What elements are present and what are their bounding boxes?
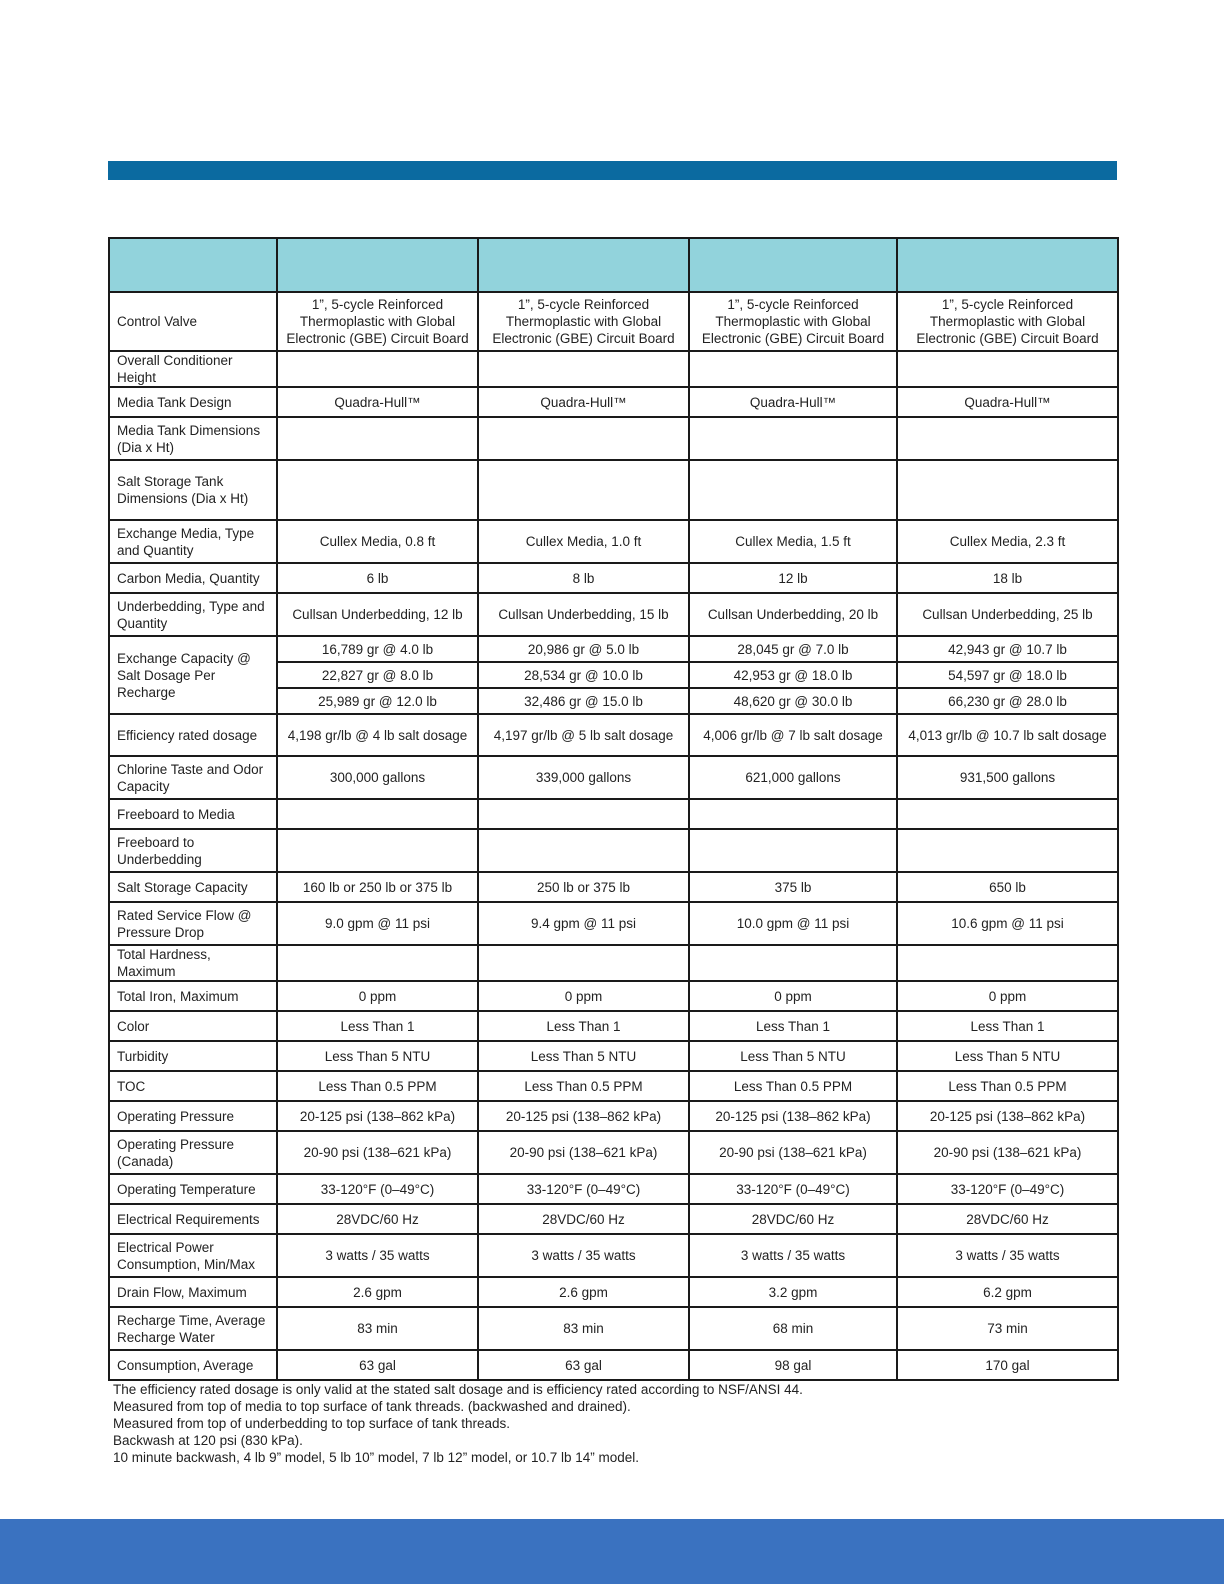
- cell-value: 98 gal: [689, 1350, 897, 1380]
- cell-value: Less Than 1: [478, 1011, 689, 1041]
- cell-value: 3.2 gpm: [689, 1277, 897, 1307]
- footnote: The efficiency rated dosage is only valid at the stated salt dosage and is efficiency rated according to NSF/ANSI 44.: [113, 1382, 803, 1397]
- cell-value: [689, 829, 897, 872]
- row-label: Rated Service Flow @ Pressure Drop: [109, 902, 277, 945]
- cell-value: 63 gal: [277, 1350, 478, 1380]
- table-row: [109, 902, 1118, 945]
- cell-value: Less Than 0.5 PPM: [277, 1071, 478, 1101]
- cell-value: 8 lb: [478, 563, 689, 593]
- cell-value: Cullsan Underbedding, 15 lb: [478, 593, 689, 636]
- cell-value: 0 ppm: [897, 981, 1118, 1011]
- cell-value: [689, 945, 897, 981]
- cell-value: 42,953 gr @ 18.0 lb: [689, 662, 897, 688]
- cell-value: 25,989 gr @ 12.0 lb: [277, 688, 478, 714]
- cell-value: 33-120°F (0–49°C): [689, 1174, 897, 1204]
- cell-value: Cullsan Underbedding, 12 lb: [277, 593, 478, 636]
- cell-value: 20-90 psi (138–621 kPa): [897, 1131, 1118, 1174]
- cell-value: 1”, 5-cycle Reinforced Thermoplastic with Global Electronic (GBE) Circuit Board: [897, 292, 1118, 351]
- table-row: [109, 714, 1118, 756]
- table-row: [109, 1101, 1118, 1131]
- row-label: Color: [109, 1011, 277, 1041]
- cell-value: 6.2 gpm: [897, 1277, 1118, 1307]
- cell-value: 18 lb: [897, 563, 1118, 593]
- cell-value: Less Than 5 NTU: [277, 1041, 478, 1071]
- cell-value: 3 watts / 35 watts: [277, 1234, 478, 1277]
- model-header-cell: [277, 238, 478, 292]
- cell-value: 20-90 psi (138–621 kPa): [277, 1131, 478, 1174]
- cell-value: [689, 417, 897, 460]
- row-label: Exchange Media, Type and Quantity: [109, 520, 277, 563]
- cell-value: 28,534 gr @ 10.0 lb: [478, 662, 689, 688]
- row-label: Salt Storage Capacity: [109, 872, 277, 902]
- row-label: Operating Pressure (Canada): [109, 1131, 277, 1174]
- cell-value: 48,620 gr @ 30.0 lb: [689, 688, 897, 714]
- cell-value: 10.0 gpm @ 11 psi: [689, 902, 897, 945]
- cell-value: Less Than 1: [277, 1011, 478, 1041]
- cell-value: 621,000 gallons: [689, 756, 897, 799]
- row-label: Total Hardness, Maximum: [109, 945, 277, 981]
- cell-value: [277, 945, 478, 981]
- table-row: [109, 593, 1118, 636]
- row-label: Media Tank Design: [109, 387, 277, 417]
- cell-value: 650 lb: [897, 872, 1118, 902]
- cell-value: Less Than 1: [897, 1011, 1118, 1041]
- cell-value: 33-120°F (0–49°C): [277, 1174, 478, 1204]
- cell-value: 63 gal: [478, 1350, 689, 1380]
- cell-value: 28VDC/60 Hz: [897, 1204, 1118, 1234]
- table-row: [109, 387, 1118, 417]
- cell-value: 20-125 psi (138–862 kPa): [277, 1101, 478, 1131]
- row-label: Control Valve: [109, 292, 277, 351]
- cell-value: Cullex Media, 1.5 ft: [689, 520, 897, 563]
- cell-value: Less Than 0.5 PPM: [897, 1071, 1118, 1101]
- table-row: [109, 1204, 1118, 1234]
- footnote: Measured from top of media to top surface of tank threads. (backwashed and drained).: [113, 1399, 631, 1414]
- cell-value: 2.6 gpm: [277, 1277, 478, 1307]
- cell-value: 1”, 5-cycle Reinforced Thermoplastic with Global Electronic (GBE) Circuit Board: [478, 292, 689, 351]
- cell-value: [277, 829, 478, 872]
- cell-value: Less Than 1: [689, 1011, 897, 1041]
- row-label: Electrical Requirements: [109, 1204, 277, 1234]
- cell-value: 4,197 gr/lb @ 5 lb salt dosage: [478, 714, 689, 756]
- cell-value: 6 lb: [277, 563, 478, 593]
- table-row: [109, 799, 1118, 829]
- cell-value: 28VDC/60 Hz: [277, 1204, 478, 1234]
- row-label: Consumption, Average: [109, 1350, 277, 1380]
- cell-value: Less Than 0.5 PPM: [478, 1071, 689, 1101]
- cell-value: 22,827 gr @ 8.0 lb: [277, 662, 478, 688]
- footnote: 10 minute backwash, 4 lb 9” model, 5 lb 10” model, 7 lb 12” model, or 10.7 lb 14” model.: [113, 1450, 640, 1465]
- table-row: [109, 872, 1118, 902]
- cell-value: [689, 351, 897, 387]
- cell-value: 28,045 gr @ 7.0 lb: [689, 636, 897, 662]
- cell-value: [478, 460, 689, 520]
- cell-value: [277, 799, 478, 829]
- row-label: Recharge Time, Average Recharge Water: [109, 1307, 277, 1350]
- cell-value: 28VDC/60 Hz: [689, 1204, 897, 1234]
- model-header-cell: [897, 238, 1118, 292]
- cell-value: 83 min: [478, 1307, 689, 1350]
- table-row: [109, 981, 1118, 1011]
- cell-value: [689, 460, 897, 520]
- cell-value: Quadra-Hull™: [689, 387, 897, 417]
- cell-value: 33-120°F (0–49°C): [897, 1174, 1118, 1204]
- row-label: Exchange Capacity @ Salt Dosage Per Recharge: [109, 636, 277, 714]
- cell-value: 0 ppm: [689, 981, 897, 1011]
- cell-value: 4,198 gr/lb @ 4 lb salt dosage: [277, 714, 478, 756]
- cell-value: [478, 351, 689, 387]
- cell-value: 20-125 psi (138–862 kPa): [478, 1101, 689, 1131]
- cell-value: [478, 945, 689, 981]
- cell-value: 83 min: [277, 1307, 478, 1350]
- cell-value: 4,013 gr/lb @ 10.7 lb salt dosage: [897, 714, 1118, 756]
- table-row: [109, 520, 1118, 563]
- cell-value: 66,230 gr @ 28.0 lb: [897, 688, 1118, 714]
- cell-value: [689, 799, 897, 829]
- cell-value: 10.6 gpm @ 11 psi: [897, 902, 1118, 945]
- table-row: [109, 1277, 1118, 1307]
- table-row: [109, 1131, 1118, 1174]
- cell-value: 20-125 psi (138–862 kPa): [897, 1101, 1118, 1131]
- cell-value: Cullsan Underbedding, 20 lb: [689, 593, 897, 636]
- cell-value: 375 lb: [689, 872, 897, 902]
- table-header-row: [109, 238, 1118, 292]
- cell-value: Less Than 0.5 PPM: [689, 1071, 897, 1101]
- cell-value: Less Than 5 NTU: [478, 1041, 689, 1071]
- table-row: [109, 829, 1118, 872]
- cell-value: 73 min: [897, 1307, 1118, 1350]
- cell-value: [277, 417, 478, 460]
- cell-value: 9.0 gpm @ 11 psi: [277, 902, 478, 945]
- cell-value: Cullsan Underbedding, 25 lb: [897, 593, 1118, 636]
- cell-value: 32,486 gr @ 15.0 lb: [478, 688, 689, 714]
- cell-value: 9.4 gpm @ 11 psi: [478, 902, 689, 945]
- table-row: [109, 1041, 1118, 1071]
- cell-value: [478, 417, 689, 460]
- cell-value: Cullex Media, 0.8 ft: [277, 520, 478, 563]
- cell-value: Quadra-Hull™: [897, 387, 1118, 417]
- row-label: Operating Temperature: [109, 1174, 277, 1204]
- cell-value: 170 gal: [897, 1350, 1118, 1380]
- table-row: [109, 1174, 1118, 1204]
- cell-value: 339,000 gallons: [478, 756, 689, 799]
- cell-value: Less Than 5 NTU: [897, 1041, 1118, 1071]
- cell-value: 250 lb or 375 lb: [478, 872, 689, 902]
- cell-value: 931,500 gallons: [897, 756, 1118, 799]
- table-row: [109, 1234, 1118, 1277]
- row-label: Carbon Media, Quantity: [109, 563, 277, 593]
- cell-value: 16,789 gr @ 4.0 lb: [277, 636, 478, 662]
- cell-value: 0 ppm: [277, 981, 478, 1011]
- cell-value: Quadra-Hull™: [277, 387, 478, 417]
- cell-value: 20,986 gr @ 5.0 lb: [478, 636, 689, 662]
- cell-value: [897, 799, 1118, 829]
- cell-value: Cullex Media, 2.3 ft: [897, 520, 1118, 563]
- table-row: [109, 563, 1118, 593]
- footnote: Measured from top of underbedding to top surface of tank threads.: [113, 1416, 510, 1431]
- specifications-table: [108, 237, 1119, 1381]
- cell-value: [478, 799, 689, 829]
- cell-value: 300,000 gallons: [277, 756, 478, 799]
- table-row: [109, 1071, 1118, 1101]
- cell-value: 3 watts / 35 watts: [478, 1234, 689, 1277]
- cell-value: Less Than 5 NTU: [689, 1041, 897, 1071]
- table-row: [109, 417, 1118, 460]
- table-row: [109, 460, 1118, 520]
- cell-value: 54,597 gr @ 18.0 lb: [897, 662, 1118, 688]
- footer-band: [0, 1519, 1224, 1584]
- row-label: Efficiency rated dosage: [109, 714, 277, 756]
- section-header-band: [108, 161, 1117, 180]
- cell-value: 2.6 gpm: [478, 1277, 689, 1307]
- cell-value: 20-90 psi (138–621 kPa): [689, 1131, 897, 1174]
- row-label: Overall Conditioner Height: [109, 351, 277, 387]
- cell-value: 20-90 psi (138–621 kPa): [478, 1131, 689, 1174]
- row-label: Total Iron, Maximum: [109, 981, 277, 1011]
- cell-value: [478, 829, 689, 872]
- table-row: [109, 1011, 1118, 1041]
- table-row: [109, 1350, 1118, 1380]
- cell-value: Cullex Media, 1.0 ft: [478, 520, 689, 563]
- cell-value: [897, 351, 1118, 387]
- cell-value: 3 watts / 35 watts: [897, 1234, 1118, 1277]
- cell-value: [277, 460, 478, 520]
- model-header-cell: [689, 238, 897, 292]
- row-label: Underbedding, Type and Quantity: [109, 593, 277, 636]
- cell-value: [897, 829, 1118, 872]
- table-row: [109, 756, 1118, 799]
- table-row: [109, 292, 1118, 351]
- row-label: TOC: [109, 1071, 277, 1101]
- cell-value: 28VDC/60 Hz: [478, 1204, 689, 1234]
- cell-value: 1”, 5-cycle Reinforced Thermoplastic with Global Electronic (GBE) Circuit Board: [277, 292, 478, 351]
- table-row: [109, 1307, 1118, 1350]
- row-label: Turbidity: [109, 1041, 277, 1071]
- cell-value: [897, 460, 1118, 520]
- cell-value: 12 lb: [689, 563, 897, 593]
- row-label: Media Tank Dimensions (Dia x Ht): [109, 417, 277, 460]
- table-row: [109, 636, 1118, 662]
- model-header-cell: [478, 238, 689, 292]
- cell-value: [897, 945, 1118, 981]
- cell-value: 1”, 5-cycle Reinforced Thermoplastic with Global Electronic (GBE) Circuit Board: [689, 292, 897, 351]
- row-label: Freeboard to Underbedding: [109, 829, 277, 872]
- footnotes: [113, 1381, 803, 1466]
- cell-value: Quadra-Hull™: [478, 387, 689, 417]
- cell-value: 4,006 gr/lb @ 7 lb salt dosage: [689, 714, 897, 756]
- cell-value: [897, 417, 1118, 460]
- table-row: [109, 351, 1118, 387]
- row-label: Electrical Power Consumption, Min/Max: [109, 1234, 277, 1277]
- row-label: Freeboard to Media: [109, 799, 277, 829]
- header-cell: [109, 238, 277, 292]
- row-label: Chlorine Taste and Odor Capacity: [109, 756, 277, 799]
- row-label: Operating Pressure: [109, 1101, 277, 1131]
- table-row: [109, 945, 1118, 981]
- cell-value: 42,943 gr @ 10.7 lb: [897, 636, 1118, 662]
- cell-value: 68 min: [689, 1307, 897, 1350]
- row-label: Drain Flow, Maximum: [109, 1277, 277, 1307]
- cell-value: 160 lb or 250 lb or 375 lb: [277, 872, 478, 902]
- cell-value: 33-120°F (0–49°C): [478, 1174, 689, 1204]
- cell-value: 0 ppm: [478, 981, 689, 1011]
- footnote: Backwash at 120 psi (830 kPa).: [113, 1433, 303, 1448]
- cell-value: 3 watts / 35 watts: [689, 1234, 897, 1277]
- cell-value: [277, 351, 478, 387]
- cell-value: 20-125 psi (138–862 kPa): [689, 1101, 897, 1131]
- row-label: Salt Storage Tank Dimensions (Dia x Ht): [109, 460, 277, 520]
